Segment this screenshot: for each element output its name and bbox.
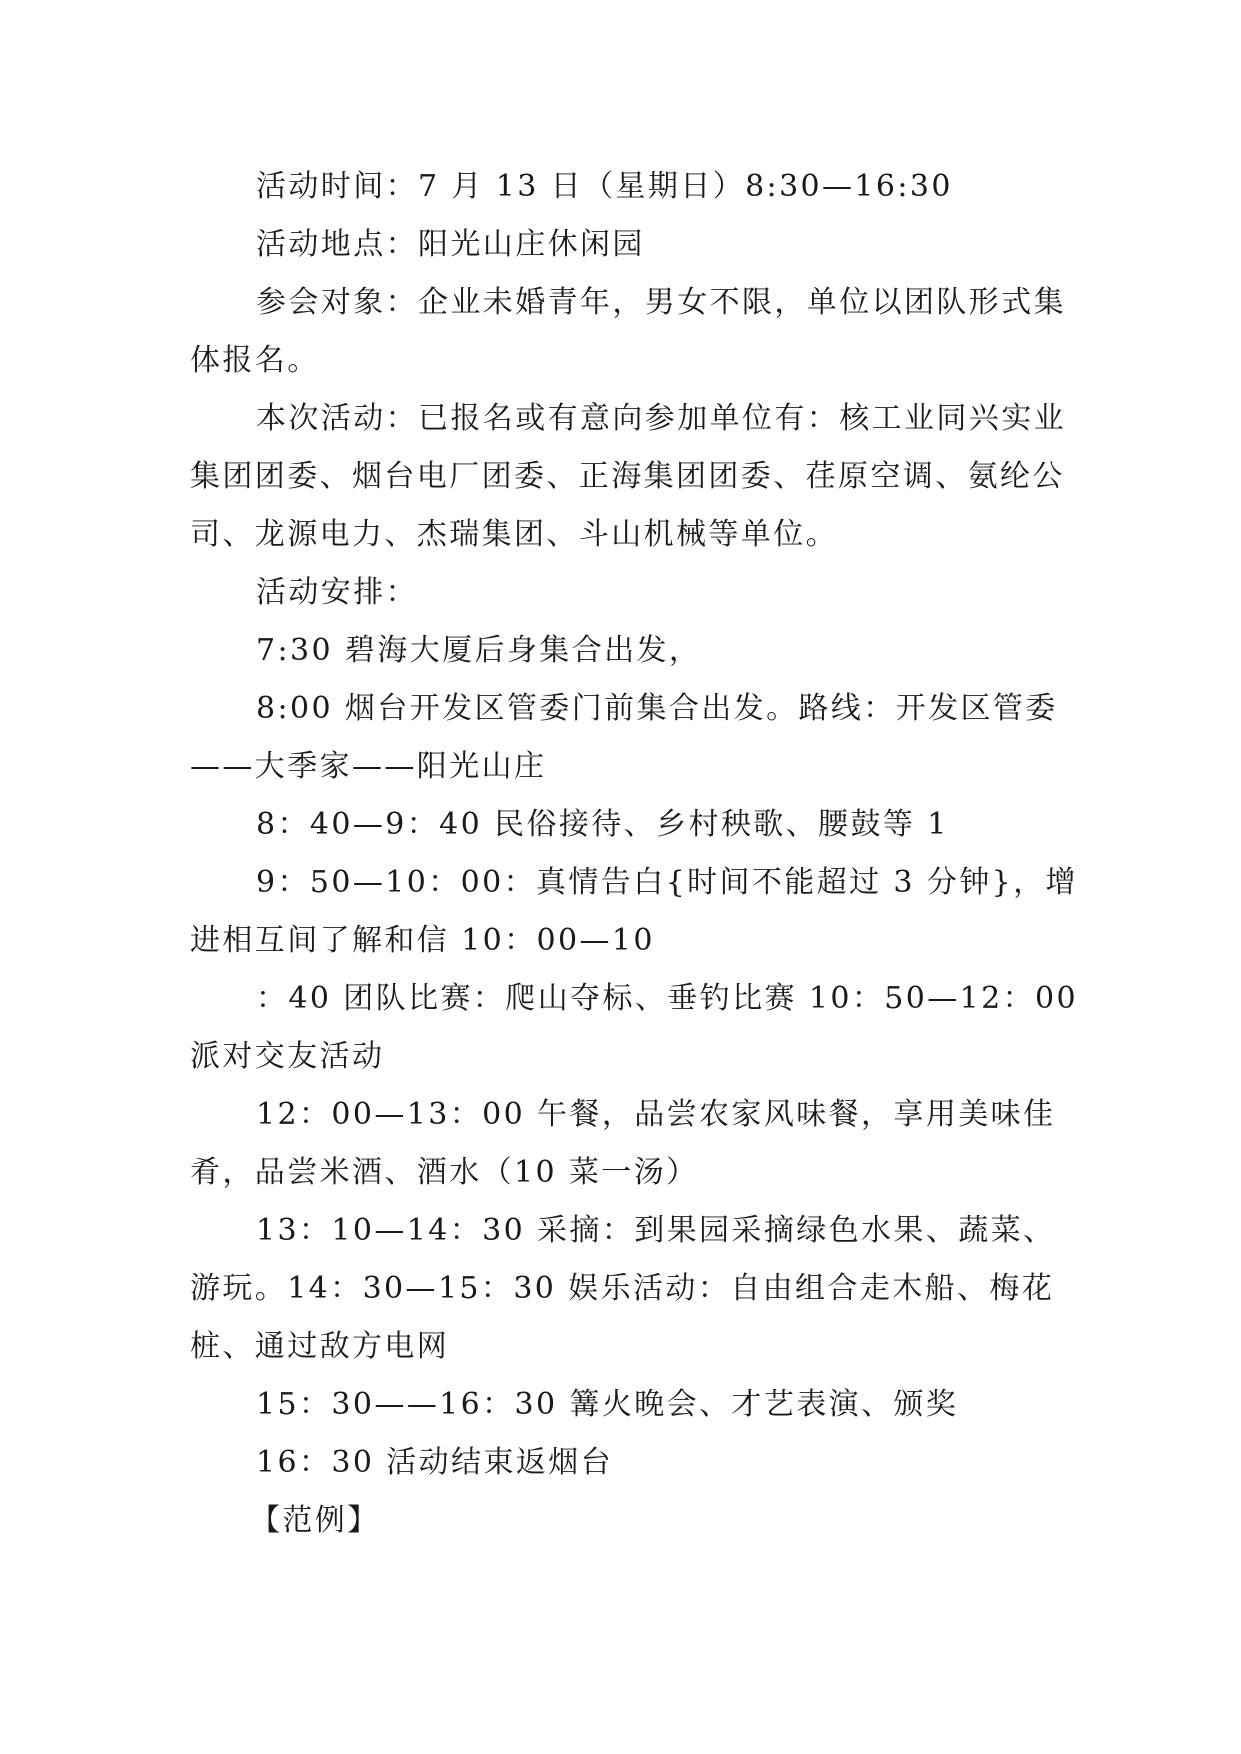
- activity-time: 活动时间：7 月 13 日（星期日）8:30—16:30: [256, 169, 953, 204]
- schedule-item: 8:00 烟台开发区管委门前集合出发。路线：开发区管委——大季家——阳光山庄: [190, 691, 1058, 784]
- example-heading: 【范例】: [250, 1503, 380, 1538]
- schedule-item: 8：40—9：40 民俗接待、乡村秧歌、腰鼓等 1: [256, 807, 949, 842]
- schedule-item: 13：10—14：30 采摘：到果园采摘绿色水果、蔬菜、游玩。14：30—15：30 娱乐活动：自由组合走木船、梅花桩、通过敌方电网: [190, 1213, 1056, 1364]
- schedule-item: ：40 团队比赛：爬山夺标、垂钓比赛 10：50—12：00 派对交友活动: [190, 981, 1078, 1074]
- schedule-item: 16：30 活动结束返烟台: [256, 1445, 614, 1480]
- document-body: [190, 158, 1080, 1550]
- registered-units: 本次活动：已报名或有意向参加单位有：核工业同兴实业集团团委、烟台电厂团委、正海集团团委、荏原空调、氨纶公司、龙源电力、杰瑞集团、斗山机械等单位。: [190, 401, 1066, 552]
- schedule-item: 9：50—10：00：真情告白{时间不能超过 3 分钟}，增进相互间了解和信 10：00—10: [190, 865, 1078, 958]
- schedule-item: 15：30——16：30 篝火晚会、才艺表演、颁奖: [256, 1387, 959, 1422]
- schedule-item: 7:30 碧海大厦后身集合出发，: [256, 633, 702, 668]
- participants: 参会对象：企业未婚青年，男女不限，单位以团队形式集体报名。: [190, 285, 1066, 378]
- activity-location: 活动地点：阳光山庄休闲园: [256, 227, 645, 262]
- schedule-heading: 活动安排：: [256, 575, 418, 610]
- schedule-item: 12：00—13：00 午餐，品尝农家风味餐，享用美味佳肴，品尝米酒、酒水（10 菜一汤）: [190, 1097, 1056, 1190]
